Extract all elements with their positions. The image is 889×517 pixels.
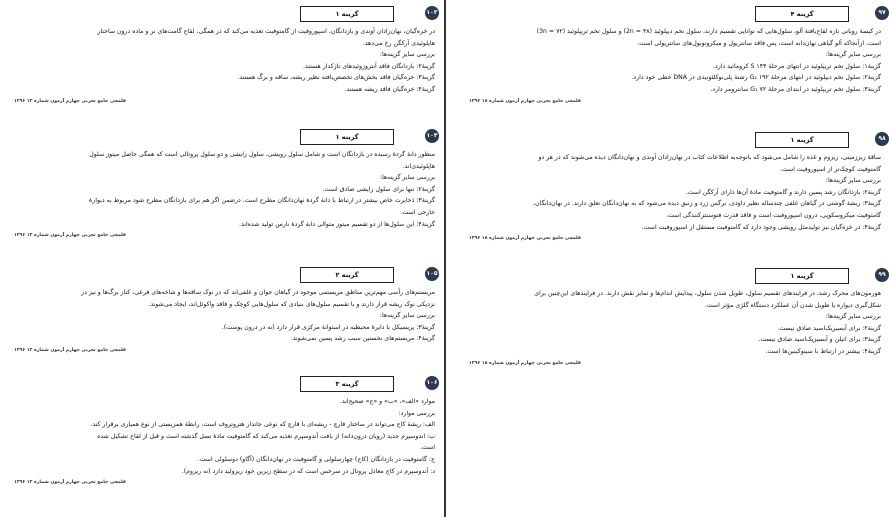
explanation-line: گزینهٔ۴: این سلول‌ها از دو تقسیم میتوز متوالی دانهٔ گردهٔ نارس تولید شده‌اند. — [239, 220, 435, 228]
question-number-badge: ۱۰۴ — [425, 129, 439, 143]
answer-choice-box: گزینه ۱ — [755, 132, 849, 148]
explanation-line: گزینهٔ۳: برای اتیلن و آبسیزیک‌اسید صادق نیست. — [758, 336, 881, 344]
explanation-line: هاپلوئیدی‌اند. — [402, 162, 435, 170]
explanation-line: ساقهٔ زیرزمینی، ریزوم و غده را شامل می‌شود که باتوجه‌به اطلاعات کتاب در نهان‌زادان آوندی و نهان‌دانگان دیده می‌شوند که در هر دو — [538, 154, 881, 161]
explanation-line: گزینهٔ۳: سلول تخم تریپلوئید در ابتدای مرحلهٔ G₁ ۷۲ سانترومر دارد. — [710, 85, 881, 93]
explanation-line: خارجی است. — [400, 208, 435, 216]
source-reference: قلمچی جامع تجربی چهارم آزمون شماره ۱۲ ۱۳۹۶ — [14, 98, 126, 104]
explanation-line: در کیسهٔ رویانی نازه لقاح‌یافتهٔ آلو، سلول‌هایی که توانایی تقسیم دارند، سلول تخم دیپلوئید (۴۸ = 2n) و سلول تخم تریپلوئید (۷۲ = 3n) — [536, 28, 881, 35]
answer-choice-box: گزینه ۴ — [755, 6, 849, 22]
question-number-badge: ۹۸ — [875, 132, 889, 146]
answer-choice-box: گزینه ۱ — [300, 6, 394, 22]
question-block — [0, 6, 443, 104]
explanation-line: گامتوفیت میکروسکوپی، درون اسپوروفیت است و فاقد قدرت فتوسنتزکنندگی است. — [666, 211, 881, 219]
answer-choice-box: گزینه ۱ — [300, 129, 394, 145]
explanation-line: بررسی سایر گزینه‌ها: — [379, 174, 435, 182]
question-number-badge: ۱۰۵ — [425, 267, 439, 281]
source-reference: قلمچی جامع تجربی چهارم آزمون شماره ۱۸ ۱۳۹۶ — [469, 360, 581, 366]
explanation-line: گزینهٔ۲: برای آبسیزیک‌اسید صادق نیست. — [777, 324, 881, 332]
explanation-line: بررسی سایر گزینه‌ها: — [379, 51, 435, 59]
answer-choice-box: گزینه ۳ — [300, 376, 394, 392]
question-block — [0, 267, 443, 353]
explanation-line: گزینهٔ۳: ذخایرت خاص بیشتر در ارتباط با دانهٔ گردهٔ نهان‌دانگان مطرح است. درضمن اگر هم برای بازدانگان مطرح شود مربوط به دیوارهٔ — [89, 197, 435, 205]
explanation-text — [455, 26, 889, 96]
source-reference: قلمچی جامع تجربی چهارم آزمون شماره ۱۲ ۱۳۹۶ — [14, 233, 126, 239]
explanation-line: است. ازآنجاکه آلو گیاهی نهان‌دانه است، پس فاقد سانتریول و میکروتوبول‌های سانتریولی است. — [637, 39, 881, 47]
question-block — [455, 268, 889, 366]
explanation-line: گزینهٔ۲: بازدانگان فاقد آنتروزوئیدهای تاژکدار هستند. — [303, 62, 435, 70]
explanation-line: هاپلوئیدی آرکگن رخ می‌دهد. — [362, 39, 435, 47]
explanation-line: بررسی سایر گزینه‌ها: — [379, 312, 435, 320]
explanation-line: گزینهٔ۳: خزه‌گیان فاقد بخش‌های تخصص‌یافته نظیر ریشه، ساقه و برگ هستند. — [237, 74, 435, 82]
question-header — [455, 268, 889, 288]
explanation-line: گزینهٔ۴: مریستم‌های نخستین سبب رشد پسین نمی‌شوند. — [290, 335, 435, 343]
explanation-line: ج: گامتوفیت در بازدانگان (کاج) چهارسلولی و گامتوفیت در نهان‌دانگان (آگاو) دوسلولی است. — [197, 455, 435, 463]
question-number-badge: ۹۹ — [875, 268, 889, 282]
explanation-line: نزدیکی نوک ریشه قرار دارند و با تقسیم سلول‌های بنیادی که سلول‌هایی کوچک و فاقد واکوئل‌اند، ایجاد می‌شوند. — [148, 300, 435, 308]
explanation-line: در خزه‌گیان، نهان‌زادان آوندی و بازدانگان، اسپوروفیت از گامتوفیت تغذیه می‌کند که در همگی، لقاح گامت‌های نر و ماده درون ساختار — [97, 28, 435, 35]
question-header — [0, 376, 443, 396]
source-reference: قلمچی جامع تجربی چهارم آزمون شماره ۱۸ ۱۳۹۶ — [469, 236, 581, 242]
left-column — [0, 0, 443, 517]
explanation-line: است. — [420, 444, 435, 452]
explanation-text — [455, 152, 889, 233]
explanation-line: گزینهٔ۱: سلول تخم تریپلوئید در انتهای مرحلهٔ S ۱۴۴ کروماتید دارد. — [713, 62, 881, 70]
question-block — [0, 376, 443, 485]
answer-choice-box: گزینه ۱ — [755, 268, 849, 284]
explanation-line: گزینهٔ۴: در خزه‌گیان نیز تولیدمثل رویشی وجود دارد که گامتوفیت مستقل از اسپوروفیت است. — [641, 223, 881, 231]
explanation-line: گزینهٔ۲: تنها برای سلول زایشی صادق است. — [322, 185, 435, 193]
explanation-line: منظور دانهٔ گردهٔ رسیده در بازدانگان است و شامل سلول رویشی، سلول زایشی و دو سلول پروتالی است که همگی حاصل میتوز سلول — [89, 151, 435, 158]
explanation-line: بررسی موارد: — [398, 409, 435, 417]
explanation-line: الف: ریشهٔ کاج می‌تواند در ساختار قارچ - ریشه‌ای با قارچ که نوعی جاندار هتروتروف است، رابطهٔ همزیستی از نوع همیاری برقرار کند. — [90, 421, 435, 429]
explanation-line: گزینهٔ۲: سلول تخم دیپلوئید در انتهای مرحلهٔ G₂ ۱۹۲ رشتهٔ پلی‌نوکلئوتیدی در DNA خطی خود دارد. — [631, 74, 881, 82]
question-header — [455, 6, 889, 26]
explanation-line: بررسی سایر گزینه‌ها: — [825, 51, 881, 59]
question-number-badge: ۱۰۳ — [425, 6, 439, 20]
explanation-line: موارد «الف»، «ب» و «ج» صحیح‌اند. — [339, 398, 435, 405]
question-number-badge: ۹۷ — [875, 6, 889, 20]
explanation-line: شکل‌گیری دیواره یا طویل شدن آن عملکرد دستگاه گلژی مؤثر است. — [704, 301, 881, 309]
question-number-badge: ۱۰۶ — [425, 376, 439, 390]
explanation-line: بررسی سایر گزینه‌ها: — [825, 313, 881, 321]
explanation-line: گزینهٔ۳: پریسیکل با دایرهٔ محیطیه در استوانهٔ مرکزی قرار دارد (نه در درون پوست). — [221, 323, 435, 331]
explanation-line: ب: اندوسپرم جدید (رویان درون‌دانه) از بافت آندوسپرم تغذیه می‌کند که گامتوفیت مادهٔ نسل گذشته است و قبل از لقاح تشکیل شده — [97, 432, 435, 440]
question-block — [455, 132, 889, 241]
question-header — [0, 129, 443, 149]
explanation-text — [455, 288, 889, 358]
explanation-text — [0, 287, 443, 345]
source-reference: قلمچی جامع تجربی چهارم آزمون شماره ۱۸ ۱۳۹۶ — [469, 98, 581, 104]
explanation-line: گزینهٔ۲: بازدانگان رشد پسین دارند و گامتوفیت مادهٔ آن‌ها دارای آرکگن است. — [685, 188, 881, 196]
question-block — [455, 6, 889, 104]
explanation-text — [0, 26, 443, 96]
source-reference: قلمچی جامع تجربی چهارم آزمون شماره ۱۲ ۱۳۹۶ — [14, 480, 126, 486]
question-header — [0, 267, 443, 287]
explanation-line: گزینهٔ۳: ریشهٔ گوشتی در گیاهان علفی چندساله نظیر داودی، نرگس زرد و زنبق دیده می‌شود که به نهان‌دانگان تعلق دارند. در نهان‌دانگان، — [533, 200, 881, 208]
question-block — [0, 129, 443, 238]
explanation-line: هورمون‌های محرک رشد، در فرایندهای تقسیم سلول، طویل شدن سلول، پیدایش اندام‌ها و تمایز نقش دارند. در فرایندهای این‌چنین برای — [534, 290, 881, 297]
source-reference: قلمچی جامع تجربی چهارم آزمون شماره ۱۲ ۱۳۹۶ — [14, 347, 126, 353]
explanation-line: گزینهٔ۴: بیشتر در ارتباط با سیتوکینین‌ها است. — [765, 347, 881, 355]
question-header — [455, 132, 889, 152]
explanation-line: گزینهٔ۴: خزه‌گیان فاقد ریشه هستند. — [344, 85, 435, 93]
column-divider — [444, 0, 446, 517]
answer-choice-box: گزینه ۲ — [300, 267, 394, 283]
explanation-line: بررسی سایر گزینه‌ها: — [825, 177, 881, 185]
right-column — [455, 0, 889, 517]
explanation-line: د: آندوسپرم در کاج معادل پروتال در سرخس است که در سطح زیرین خود ریزولید دارد (نه ریزوم). — [181, 467, 435, 475]
explanation-line: گامتوفیت کوچک‌تر از اسپوروفیت است. — [779, 165, 881, 173]
explanation-text — [0, 396, 443, 477]
explanation-text — [0, 149, 443, 230]
explanation-line: مریستم‌های رأسی مهم‌ترین مناطق مریستمی موجود در گیاهان جوان و علفی‌اند که در نوک ساقه‌ها و شاخه‌های فرعی، کنار برگ‌ها و نیز در — [81, 289, 435, 296]
question-header — [0, 6, 443, 26]
